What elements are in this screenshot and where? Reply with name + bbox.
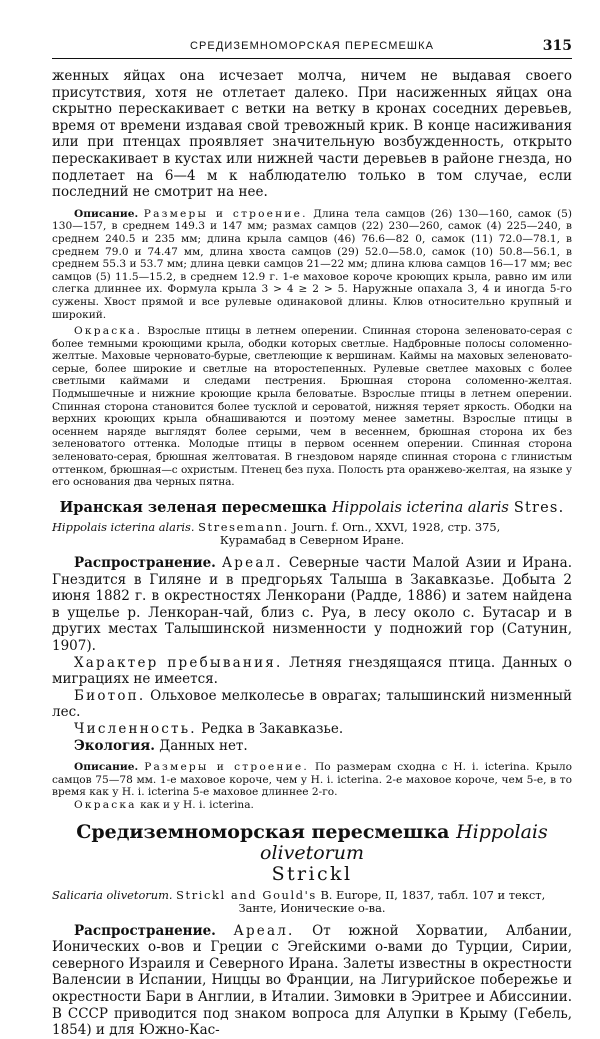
page-number: 315: [542, 38, 572, 54]
running-header: [52, 38, 572, 59]
distribution-sublabel: Ареал.: [221, 555, 283, 571]
synonymy-citation: Journ. f. Orn., XXVI, 1928, стр. 375,: [292, 519, 501, 534]
residence-paragraph: [52, 655, 572, 688]
abundance-label: Численность.: [74, 720, 197, 737]
synonymy-author: Strickl and Gould's: [176, 887, 317, 902]
residence-text: Летняя гнездящаяся птица. Данных о миграциях не имеется.: [52, 654, 572, 688]
description-sublabel: Размеры и строение.: [143, 207, 308, 220]
species-latin: Hippolais olivetorum: [260, 820, 548, 864]
distribution-label: Распространение.: [74, 922, 216, 939]
subspecies-heading: [52, 499, 572, 517]
synonymy-citation: B. Europe, II, 1837, табл. 107 и текст,: [320, 887, 546, 902]
page-body: [52, 68, 572, 1039]
description-paragraph-2: [52, 761, 572, 799]
intro-paragraph: женных яйцах она исчезает молча, ничем не выдавая своего присутствия, хотя не отлетает далеко. При насиженных яйцах она скрытно перескакивает с ветки на ветку в кронах соседних деревьев, время от времени издавая свой тревожный крик. В конце насиживания или при птенцах проявляет значительную возбужденность, открыто перескакивает в кустах или нижней части деревьев в районе гнезда, но подлетает на 6—4 м к наблюдателю только в том случае, если последний не смотрит на нее.: [52, 68, 572, 201]
ecology-paragraph: [52, 738, 572, 755]
species-author: Strickl: [271, 862, 353, 885]
description-sublabel: Размеры и строение.: [144, 761, 309, 774]
description-label: Описание.: [74, 761, 139, 774]
coloration-label: Окраска.: [74, 325, 143, 338]
description-paragraph-1: [52, 208, 572, 321]
synonymy-latin: Hippolais icterina alaris.: [52, 519, 195, 534]
ecology-text: Данных нет.: [159, 737, 248, 754]
description-label: Описание.: [74, 207, 139, 220]
synonymy-locality: Курамабад в Северном Иране.: [219, 533, 405, 548]
synonymy-1: [52, 521, 572, 548]
distribution-paragraph-2: [52, 923, 572, 1039]
abundance-text: Редка в Закавказье.: [201, 720, 344, 737]
abundance-paragraph: [52, 721, 572, 738]
coloration-label: Окраска: [74, 798, 137, 811]
residence-label: Характер пребывания.: [74, 654, 283, 671]
biotope-paragraph: [52, 688, 572, 721]
ecology-label: Экология.: [74, 737, 155, 754]
synonymy-locality: Занте, Ионические о-ва.: [238, 901, 386, 916]
distribution-text: От южной Хорватии, Албании, Ионических о-вов и Греции с Эгейскими о-вами до Турции, Сирии, северного Израиля и Северного Ирана. Залеты известны в окрестности Валенсии в Испании, Ниццы во Франции, на Лигурийское побережье и окрестности Бари в Англии, в Италии. Зимовки в Эритрее и Абиссинии. В СССР приводится под знаком вопроса для Алупки в Крыму (Гебель, 1854) и для Южно-Кас-: [52, 922, 572, 1039]
description-text: Длина тела самцов (26) 130—160, самок (5) 130—157, в среднем 149.3 и 147 мм; размах самцов (22) 230—260, самок (4) 225—240, в среднем 240.5 и 235 мм; длина крыла самцов (46) 76.6—82 0, самок (11) 72.0—78.1, в среднем 79.0 и 74.47 мм, длина хвоста самцов (29) 52.0—58.0, самок (10) 50.8—56.1, в среднем 55.3 и 53.7 мм; длина цевки самцов 21—22 мм; длина клюва самцов 16—17 мм; вес самцов (5) 11.5—15.2, в среднем 12.9 г. 1-е маховое короче кроющих крыла, равно им или слегка длиннее их. Формула крыла 3 > 4 ≥ 2 > 5. Наружные опахала 3, 4 и иногда 5-го сужены. Хвост прямой и все рулевые одинаковой длины. Клюв относительно крупный и широкий.: [52, 207, 572, 321]
species-heading: [52, 822, 572, 885]
species-name: Средиземноморская пересмешка: [76, 820, 450, 843]
distribution-label: Распространение.: [74, 555, 216, 571]
coloration-paragraph-1: [52, 325, 572, 489]
synonymy-latin: Salicaria olivetorum.: [52, 887, 173, 902]
coloration-paragraph-2: [52, 799, 572, 812]
synonymy-2: [52, 889, 572, 916]
subspecies-latin: Hippolais icterina alaris: [331, 499, 509, 516]
coloration-text: Взрослые птицы в летнем оперении. Спинная сторона зеленовато-серая с более темными кроющими крыла, ободки которых светлые. Надбровные полосы соломенно-желтые. Маховые черновато-бурые, светлеющие к вершинам. Каймы на маховых зеленовато-серые, более широкие и светлые на второстепенных. Рулевые светлее маховых с более светлыми каймами и следами пестрения. Брюшная сторона соломенно-желтая. Подмышечные и нижние кроющие крыла беловатые. Взрослые птицы в летнем оперении. Спинная сторона становится более тусклой и сероватой, нижняя теряет яркость. Ободки на верхних кроющих крыла обнашиваются и поэтому менее заметны. Взрослые птицы в осеннем наряде выглядят более серыми, чем в весеннем, брюшная сторона их без зеленоватого оттенка. Молодые птицы в первом осеннем оперении. Спинная сторона зеленовато-серая, брюшная желтоватая. В гнездовом наряде спинная сторона с глинистым оттенком, брюшная—с охристым. Птенец без пуха. Полость рта оранжево-желтая, на языке у его основания два черных пятна.: [52, 325, 573, 489]
distribution-text: Северные части Малой Азии и Ирана. Гнездится в Гиляне и в предгорьях Талыша в Закавказье. Добыта 2 июня 1882 г. в окрестностях Ленкорани (Радде, 1886) и затем найдена в ущелье р. Ленкоран-чай, близ с. Руа, в лесу около с. Бутасар и в других местах Талышинской низменности у подножий гор (Сатунин, 1907).: [52, 555, 572, 654]
subspecies-name: Иранская зеленая пересмешка: [59, 498, 327, 516]
running-title: СРЕДИЗЕМНОМОРСКАЯ ПЕРЕСМЕШКА: [189, 40, 435, 52]
subspecies-author: Stres.: [513, 499, 565, 516]
synonymy-author: Stresemann.: [198, 519, 289, 534]
biotope-text: Ольховое мелколесье в оврагах; талышинский низменный лес.: [52, 687, 572, 721]
coloration-text: как и у H. i. icterina.: [140, 798, 254, 811]
biotope-label: Биотоп.: [74, 687, 146, 704]
description-text: По размерам сходна с H. i. icterina. Крыло самцов 75—78 мм. 1-е маховое короче, чем у H. i. icterina. 2-е маховое короче, чем 5-е, в то время как у H. i. icterina 5-е маховое длиннее 2-го.: [52, 761, 573, 799]
distribution-paragraph-1: [52, 555, 572, 655]
distribution-sublabel: Ареал.: [233, 922, 295, 939]
